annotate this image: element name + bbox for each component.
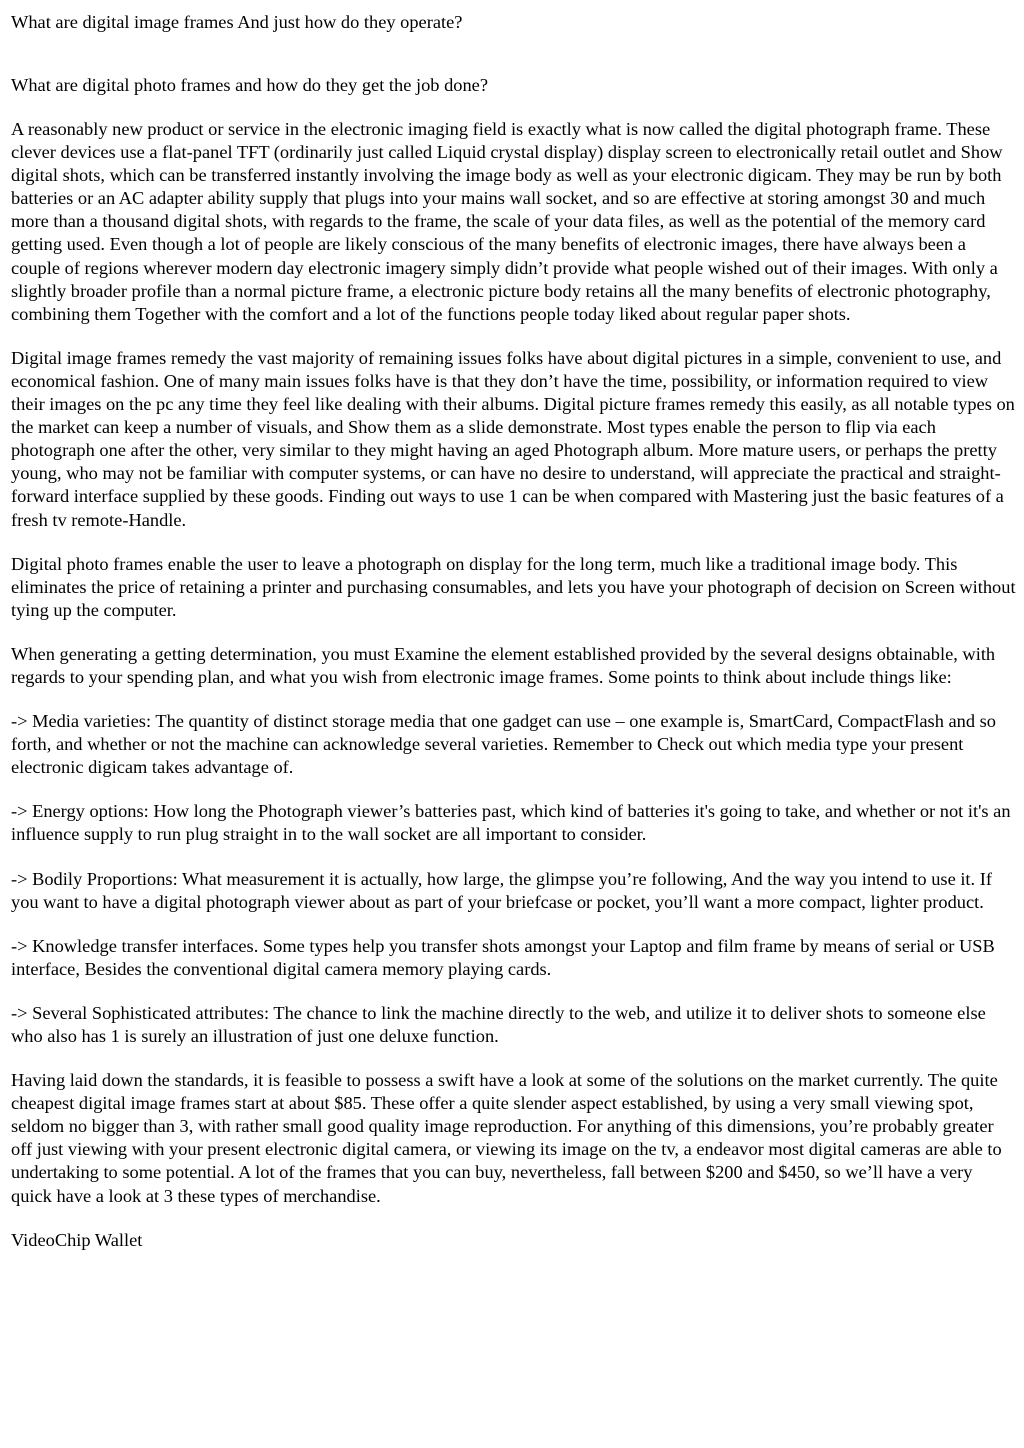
paragraph-display: Digital photo frames enable the user to leave a photograph on display for the long term, much like a traditional image body. This eliminates the price of retaining a printer and purchasing consumables, and lets you have your photograph of decision on Screen without tying up the computer. <box>11 553 1016 620</box>
list-item-transfer: -> Knowledge transfer interfaces. Some types help you transfer shots amongst your Laptop and film frame by means of serial or USB interface, Besides the conventional digital camera memory playing cards. <box>11 935 995 979</box>
page-title: What are digital image frames And just how do they operate? <box>11 12 463 32</box>
paragraph-standards: Having laid down the standards, it is feasible to possess a swift have a look at some of the solutions on the market currently. The quite cheapest digital image frames start at about $85. These offer a quite slender aspect established, by using a very small viewing spot, seldom no bigger than 3, with rather small good quality image reproduction. For anything of this dimensions, you’re probably greater off just viewing with your present electronic digital camera, or viewing its image on the tv, a endeavor most digital cameras are able to undertaking to some potential. A lot of the frames that you can buy, nevertheless, fall between $200 and $450, so we’ll have a very quick have a look at 3 these types of merchandise. <box>11 1070 1002 1206</box>
paragraph-remedy: Digital image frames remedy the vast majority of remaining issues folks have about digital pictures in a simple, convenient to use, and economical fashion. One of many main issues folks have is that they don’t have the time, possibility, or information required to view their images on the pc any time they feel like dealing with their albums. Digital picture frames remedy this easily, as all notable types on the market can keep a number of visuals, and Show them as a slide demonstrate. Most types enable the person to flip via each photograph one after the other, very similar to they might having an aged Photograph album. More mature users, or perhaps the pretty young, who may not be familiar with computer systems, or can have no desire to understand, will appreciate the practical and straight-forward interface supplied by these goods. Finding out ways to use 1 can be when compared with Mastering just the basic features of a fresh tv remote-Handle. <box>11 347 1015 530</box>
list-item-energy: -> Energy options: How long the Photograph viewer’s batteries past, which kind of batteries it's going to take, and whether or not it's an influence supply to run plug straight in to the wall socket are all important to consider. <box>11 801 1011 845</box>
paragraph-intro: A reasonably new product or service in the electronic imaging field is exactly what is now called the digital photograph frame. These clever devices use a flat-panel TFT (ordinarily just called Liquid crystal display) display screen to electronically retail outlet and Show digital shots, which can be transferred instantly involving the image body as well as your electronic digicam. They may be run by both batteries or an AC adapter ability supply that plugs into your mains wall socket, and so are effective at storing amongst 30 and much more than a thousand digital shots, with regards to the frame, the scale of your data files, as well as the potential of the memory card getting used. Even though a lot of people are likely conscious of the many benefits of electronic images, there have always been a couple of regions wherever modern day electronic imagery simply didn’t provide what people wished out of their images. With only a slightly broader profile than a normal picture frame, a electronic picture body retains all the many benefits of electronic photography, combining them Together with the comfort and a lot of the functions people today liked about regular paper shots. <box>11 119 1003 324</box>
section-heading-videochip: VideoChip Wallet <box>11 1229 143 1250</box>
list-item-media: -> Media varieties: The quantity of distinct storage media that one gadget can use – one example is, SmartCard, CompactFlash and so forth, and whether or not the machine can acknowledge several varieties. Remember to Check out which media type your present electronic digicam takes advantage of. <box>11 711 996 778</box>
list-item-proportions: -> Bodily Proportions: What measurement it is actually, how large, the glimpse you’re following, And the way you intend to use it. If you want to have a digital photograph viewer about as part of your briefcase or pocket, you’ll want a more compact, lighter product. <box>11 868 992 912</box>
paragraph-purchasing: When generating a getting determination, you must Examine the element established provided by the several designs obtainable, with regards to your spending plan, and what you wish from electronic image frames. Some points to think about include things like: <box>11 643 996 687</box>
page-subtitle: What are digital photo frames and how do they get the job done? <box>11 75 488 95</box>
list-item-advanced: -> Several Sophisticated attributes: The chance to link the machine directly to the web, and utilize it to deliver shots to someone else who also has 1 is surely an illustration of just one deluxe function. <box>11 1002 986 1046</box>
